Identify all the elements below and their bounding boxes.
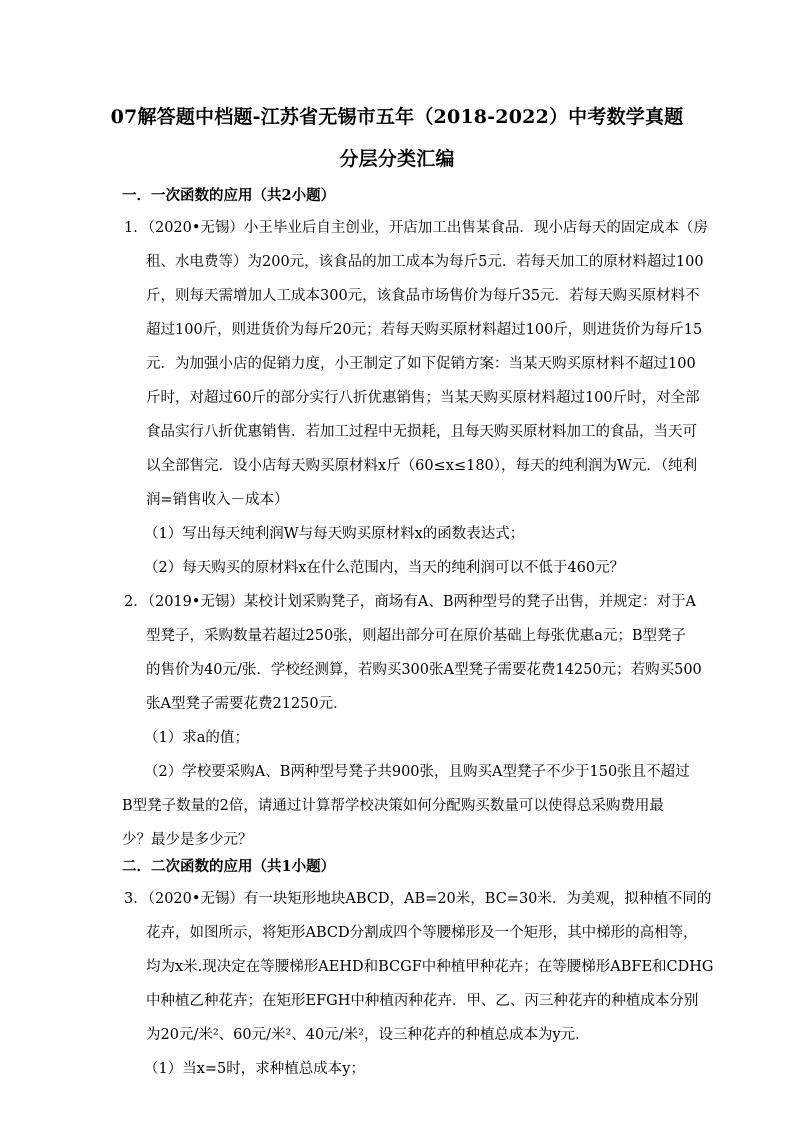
- q2-line: 2．（2019•无锡）某校计划采购凳子，商场有A、B两种型号的凳子出售，并规定：对于A: [124, 594, 697, 610]
- question-3-parts: [144, 1052, 684, 1086]
- q1-line: 润=销售收入－成本）: [146, 492, 289, 508]
- q1-line: 斤时，对超过60斤的部分实行八折优惠销售；当某天购买原材料超过100斤时，对全部: [146, 390, 700, 406]
- doc-title-line-1: 07解答题中档题-江苏省无锡市五年（2018-2022）中考数学真题: [110, 106, 684, 128]
- q3-line: 均为x米.现决定在等腰梯形AEHD和BCGF中种植甲种花卉；在等腰梯形ABFE和CDHG: [146, 959, 714, 975]
- question-3: [124, 882, 714, 1052]
- section-heading-quadratic: 二．二次函数的应用（共1小题）: [122, 858, 336, 875]
- q1-line: 租、水电费等）为200元，该食品的加工成本为每斤5元．若每天加工的原材料超过100: [146, 254, 704, 270]
- q1-line: 1．（2020•无锡）小王毕业后自主创业，开店加工出售某食品．现小店每天的固定成本（房: [124, 220, 708, 236]
- q3-part-1: （1）当x=5时，求种植总成本y；: [144, 1061, 365, 1077]
- q1-part-1: （1）写出每天纯利润W与每天购买原材料x的函数表达式；: [144, 526, 525, 542]
- q3-line: 3．（2020•无锡）有一块矩形地块ABCD，AB=20米，BC=30米．为美观，拟种植不同的: [124, 891, 712, 907]
- question-2-parts: [122, 721, 690, 857]
- q1-line: 以全部售完．设小店每天购买原材料x斤（60≤x≤180），每天的纯利润为W元．（纯利: [146, 458, 698, 474]
- q2-part-2: （2）学校要采购A、B两种型号凳子共900张，且购买A型凳子不少于150张且不超过: [144, 764, 690, 780]
- q2-line: 的售价为40元/张．学校经测算，若购买300张A型凳子需要花费14250元；若购买500: [146, 662, 702, 678]
- q1-part-2: （2）每天购买的原材料x在什么范围内，当天的纯利润可以不低于460元？: [144, 560, 625, 576]
- question-1-parts: [144, 517, 684, 585]
- q2-line: 张A型凳子需要花费21250元．: [146, 696, 348, 712]
- q2-part-1: （1）求a的值；: [144, 730, 249, 746]
- section-heading-linear: 一．一次函数的应用（共2小题）: [122, 187, 336, 204]
- q1-line: 斤，则每天需增加人工成本300元，该食品市场售价为每斤35元．若每天购买原材料不: [146, 288, 700, 304]
- doc-title-line-2: 分层分类汇编: [339, 148, 455, 170]
- q1-line: 元．为加强小店的促销力度，小王制定了如下促销方案：当某天购买原材料不超过100: [146, 356, 696, 372]
- q3-line: 为20元/米²、60元/米²、40元/米²，设三种花卉的种植总成本为y元．: [146, 1027, 590, 1043]
- q2-part-2-cont: 少？最少是多少元？: [122, 832, 253, 848]
- q2-line: 型凳子，采购数量若超过250张，则超出部分可在原价基础上每张优惠a元；B型凳子: [146, 628, 686, 644]
- q1-line: 超过100斤，则进货价为每斤20元；若每天购买原材料超过100斤，则进货价为每斤15: [146, 322, 703, 338]
- question-1: [124, 211, 708, 517]
- q3-line: 花卉，如图所示，将矩形ABCD分割成四个等腰梯形及一个矩形，其中梯形的高相等，: [146, 925, 698, 941]
- question-2: [124, 585, 702, 721]
- q1-line: 食品实行八折优惠销售．若加工过程中无损耗，且每天购买原材料加工的食品，当天可: [146, 424, 697, 440]
- q2-part-2-cont: B型凳子数量的2倍，请通过计算帮学校决策如何分配购买数量可以使得总采购费用最: [122, 798, 664, 814]
- q3-line: 中种植乙种花卉；在矩形EFGH中种植丙种花卉．甲、乙、丙三种花卉的种植成本分别: [146, 993, 699, 1009]
